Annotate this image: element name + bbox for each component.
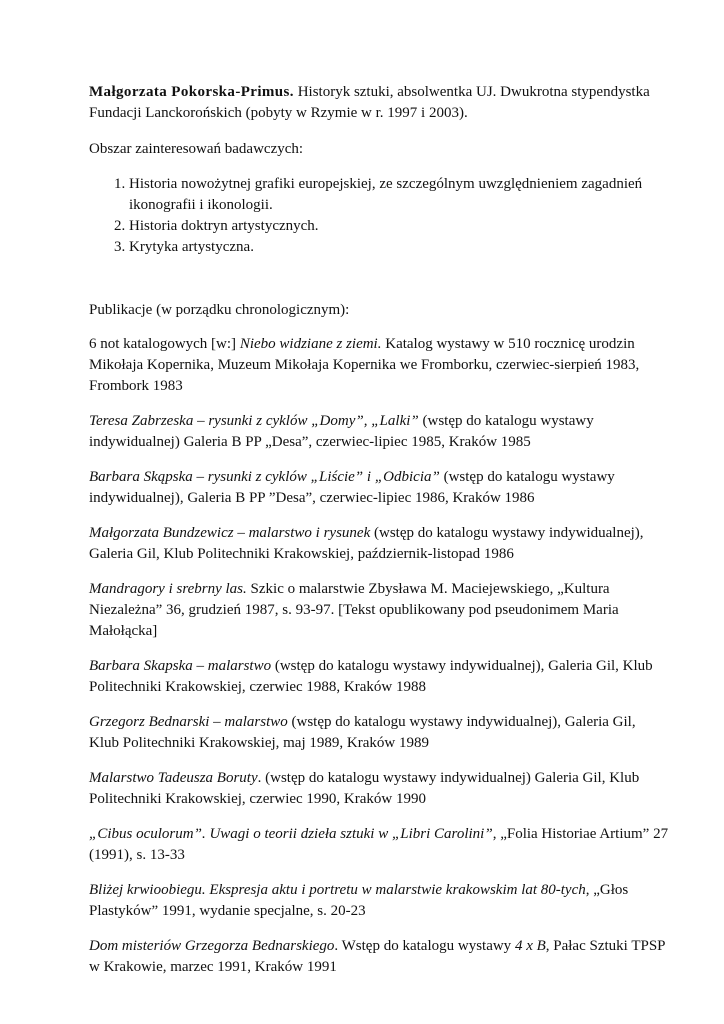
publication-title-italic: Barbara Skapska – malarstwo xyxy=(89,658,272,674)
publication-title-italic: 4 x B xyxy=(514,938,546,954)
publication-title-italic: Dom misteriów Grzegorza Bednarskiego xyxy=(89,938,335,954)
publication-entry xyxy=(89,579,669,642)
publication-entry xyxy=(89,768,669,810)
publication-entry xyxy=(89,712,669,754)
publications-list xyxy=(89,334,669,978)
publication-title-italic: Barbara Skąpska – rysunki z cyklów „Liście” i „Odbicia” xyxy=(89,469,440,485)
publication-text: , Pałac Sztuki TPSP w Krakowie, marzec 1991, Kraków 1991 xyxy=(89,938,665,975)
publication-text: (wstęp do katalogu wystawy indywidualnej), Galeria Gil, Klub Politechniki Krakowskiej, czerwiec 1988, Kraków 1988 xyxy=(89,658,653,695)
publication-text: Szkic o malarstwie Zbysława M. Maciejewskiego, „Kultura Niezależna” 36, grudzień 1987, s. 93-97. [Tekst opublikowany pod pseudonimem Maria Małołącka] xyxy=(89,581,619,639)
publication-title-italic: „Cibus oculorum”. Uwagi o teorii dzieła sztuki w „Libri Carolini” xyxy=(89,826,493,842)
publication-title-italic: Bliżej krwioobiegu. Ekspresja aktu i portretu w malarstwie krakowskim lat 80-tych xyxy=(89,882,586,898)
publication-text: (wstęp do katalogu wystawy indywidualnej), Galeria Gil, Klub Politechniki Krakowskiej, październik-listopad 1986 xyxy=(89,525,644,562)
publication-text: , „Folia Historiae Artium” 27 (1991), s. 13-33 xyxy=(89,826,669,863)
interests-heading: Obszar zainteresowań badawczych: xyxy=(89,141,304,157)
author-name: Małgorzata Pokorska-Primus. xyxy=(89,84,294,100)
publication-text: 6 not katalogowych [w:] xyxy=(89,336,240,352)
publication-entry xyxy=(89,467,669,509)
publications-heading: Publikacje (w porządku chronologicznym): xyxy=(89,302,350,318)
publication-title-italic: Teresa Zabrzeska – rysunki z cyklów „Domy”, „Lalki” xyxy=(89,413,419,429)
interests-list xyxy=(89,174,669,258)
publication-entry xyxy=(89,411,669,453)
publication-entry xyxy=(89,334,669,397)
publication-text: . Wstęp do katalogu wystawy xyxy=(334,938,515,954)
publication-title-italic: Małgorzata Bundzewicz – malarstwo i rysunek xyxy=(89,525,371,541)
interest-item: 3. Krytyka artystyczna. xyxy=(129,237,669,258)
publication-text: (wstęp do katalogu wystawy indywidualnej) Galeria B PP „Desa”, czerwiec-lipiec 1985, Kraków 1985 xyxy=(89,413,594,450)
author-intro xyxy=(89,82,669,124)
publication-title-italic: Grzegorz Bednarski – malarstwo xyxy=(89,714,288,730)
publication-text: (wstęp do katalogu wystawy indywidualnej), Galeria B PP ”Desa”, czerwiec-lipiec 1986, Kraków 1986 xyxy=(89,469,615,506)
publication-text: (wstęp do katalogu wystawy indywidualnej), Galeria Gil, Klub Politechniki Krakowskiej, maj 1989, Kraków 1989 xyxy=(89,714,636,751)
publication-title-italic: Niebo widziane z ziemi. xyxy=(239,336,382,352)
author-description: Historyk sztuki, absolwentka UJ. Dwukrotna stypendystka Fundacji Lanckorońskich (pobyty w Rzymie w r. 1997 i 2003). xyxy=(89,84,650,121)
interest-item: 1. Historia nowożytnej grafiki europejskiej, ze szczególnym uwzględnieniem zagadnień ikonografii i ikonologii. xyxy=(129,174,669,216)
publication-entry xyxy=(89,936,669,978)
publication-entry xyxy=(89,656,669,698)
publication-entry xyxy=(89,523,669,565)
document-page xyxy=(89,82,669,992)
publication-text: , „Głos Plastyków” 1991, wydanie specjalne, s. 20-23 xyxy=(89,882,629,919)
publication-title-italic: Malarstwo Tadeusza Boruty xyxy=(89,770,258,786)
publication-text: Katalog wystawy w 510 rocznicę urodzin Mikołaja Kopernika, Muzeum Mikołaja Kopernika we Fromborku, czerwiec-sierpień 1983, Frombork 1983 xyxy=(89,336,640,394)
publication-entry xyxy=(89,880,669,922)
publication-entry xyxy=(89,824,669,866)
publication-text: . (wstęp do katalogu wystawy indywidualnej) Galeria Gil, Klub Politechniki Krakowskiej, czerwiec 1990, Kraków 1990 xyxy=(89,770,640,807)
interest-item: 2. Historia doktryn artystycznych. xyxy=(129,216,669,237)
publication-title-italic: Mandragory i srebrny las. xyxy=(89,581,247,597)
